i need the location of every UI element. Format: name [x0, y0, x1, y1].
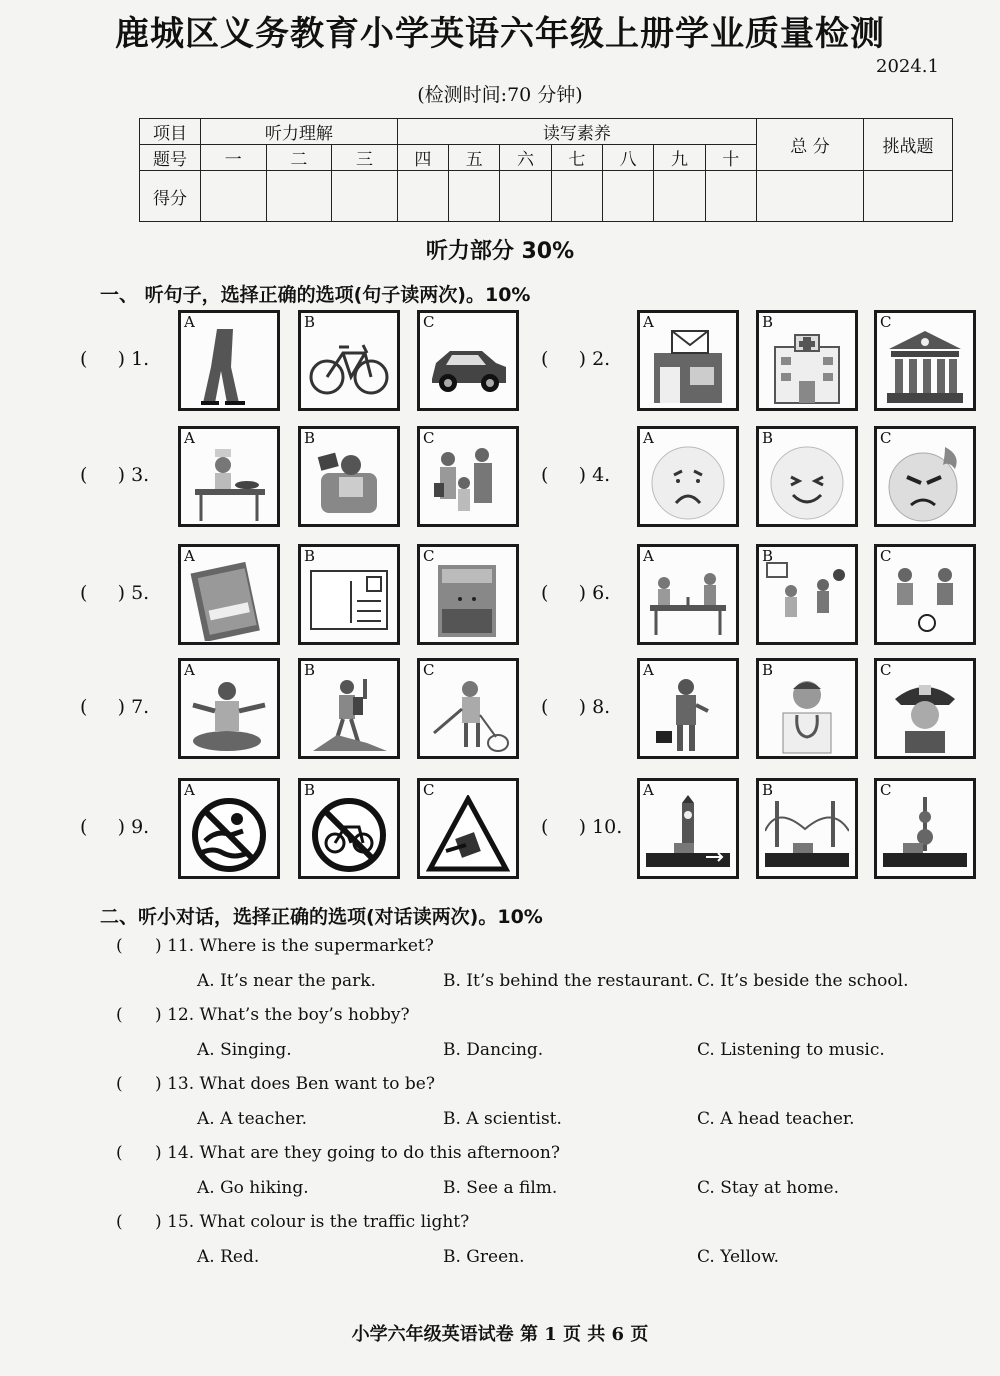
question-number: ( ) 7. [80, 696, 150, 718]
picture-option[interactable] [298, 658, 400, 759]
option-letter: B [304, 781, 316, 799]
picture-option[interactable] [298, 310, 400, 411]
reading-in-chair-icon [307, 443, 391, 523]
number-cell: 五 [449, 145, 500, 171]
score-cell[interactable] [602, 171, 653, 222]
tv-tower-icon [883, 795, 967, 875]
hiking-icon [307, 675, 391, 755]
picture-option[interactable] [417, 310, 519, 411]
dictionary-icon [426, 561, 510, 641]
english-book-icon [187, 561, 271, 641]
picture-option[interactable] [637, 658, 739, 759]
question-number: ( ) 3. [80, 464, 150, 486]
football-icon [883, 561, 967, 641]
number-cell: 七 [551, 145, 602, 171]
question-number: ( ) 6. [541, 582, 611, 604]
picture-option[interactable] [874, 778, 976, 879]
exam-date: 2024.1 [876, 56, 939, 77]
page-footer: 小学六年级英语试卷 第 1 页 共 6 页 [351, 1324, 649, 1345]
number-cell: 八 [602, 145, 653, 171]
option-letter: A [184, 547, 195, 565]
option-letter: C [880, 313, 892, 331]
picture-option[interactable] [637, 310, 739, 411]
option-letter: A [643, 781, 654, 799]
picture-option[interactable] [178, 658, 280, 759]
option-letter: B [304, 313, 316, 331]
dialog-option-b[interactable]: B. Dancing. [443, 1040, 544, 1060]
dialog-option-c[interactable]: C. Stay at home. [697, 1178, 839, 1198]
cook-icon [187, 443, 271, 523]
option-letter: A [184, 781, 195, 799]
question-number: ( ) 4. [541, 464, 611, 486]
picture-option[interactable] [417, 658, 519, 759]
ping-pong-icon [646, 561, 730, 641]
number-cell: 三 [332, 145, 398, 171]
score-cell[interactable] [705, 171, 756, 222]
picture-option[interactable] [417, 426, 519, 527]
number-cell: 一 [201, 145, 267, 171]
family-shopping-icon [426, 443, 510, 523]
option-letter: C [880, 547, 892, 565]
number-cell: 九 [654, 145, 705, 171]
dialog-option-c[interactable]: C. It’s beside the school. [697, 971, 909, 991]
number-cell: 十 [705, 145, 756, 171]
option-letter: B [304, 429, 316, 447]
fishing-net-icon [426, 675, 510, 755]
option-letter: C [880, 661, 892, 679]
dialog-option-b[interactable]: B. It’s behind the restaurant. [443, 971, 694, 991]
option-letter: B [762, 429, 774, 447]
question-number: ( ) 1. [80, 348, 150, 370]
score-cell[interactable] [757, 171, 864, 222]
clock-tower-icon [646, 795, 730, 875]
part1-heading: 一、 听句子，选择正确的选项(句子读两次)。10% [100, 284, 531, 306]
dialog-question-prompt: ( ) 14. What are they going to do this afternoon? [116, 1143, 560, 1163]
car-icon [426, 327, 510, 407]
challenge-header: 挑战题 [864, 119, 953, 171]
option-letter: C [423, 781, 435, 799]
question-number: ( ) 10. [541, 816, 623, 838]
dialog-option-a[interactable]: A. Go hiking. [197, 1178, 309, 1198]
no-bicycles-icon [307, 795, 391, 875]
option-letter: B [304, 547, 316, 565]
group-listening: 听力理解 [201, 119, 398, 145]
postcard-icon [307, 561, 391, 641]
score-cell[interactable] [266, 171, 332, 222]
picture-option[interactable] [178, 778, 280, 879]
option-letter: A [643, 661, 654, 679]
dialog-option-a[interactable]: A. A teacher. [197, 1109, 307, 1129]
dialog-option-a[interactable]: A. Singing. [197, 1040, 292, 1060]
number-cell: 四 [397, 145, 448, 171]
museum-icon [883, 327, 967, 407]
option-letter: C [423, 661, 435, 679]
tai-chi-icon [187, 675, 271, 755]
picture-option[interactable] [298, 778, 400, 879]
question-number: ( ) 8. [541, 696, 611, 718]
dialog-option-a[interactable]: A. It’s near the park. [197, 971, 376, 991]
option-letter: C [423, 547, 435, 565]
option-letter: B [304, 661, 316, 679]
score-cell[interactable] [332, 171, 398, 222]
number-cell: 六 [500, 145, 551, 171]
dialog-question-prompt: ( ) 12. What’s the boy’s hobby? [116, 1005, 410, 1025]
group-reading: 读写素养 [397, 119, 756, 145]
dialog-option-c[interactable]: C. Yellow. [697, 1247, 780, 1267]
happy-face-icon [765, 443, 849, 523]
dialog-option-c[interactable]: C. Listening to music. [697, 1040, 885, 1060]
picture-option[interactable] [637, 778, 739, 879]
option-letter: C [423, 313, 435, 331]
picture-option[interactable] [756, 310, 858, 411]
part2-heading: 二、听小对话，选择正确的选项(对话读两次)。10% [100, 906, 543, 928]
option-letter: A [184, 429, 195, 447]
picture-option[interactable] [178, 426, 280, 527]
question-number: ( ) 5. [80, 582, 150, 604]
post-office-icon [646, 327, 730, 407]
score-cell[interactable] [449, 171, 500, 222]
bicycle-icon [307, 327, 391, 407]
businessman-icon [646, 675, 730, 755]
option-letter: B [762, 547, 774, 565]
question-number: ( ) 2. [541, 348, 611, 370]
option-letter: A [184, 661, 195, 679]
score-cell[interactable] [500, 171, 551, 222]
option-letter: C [880, 429, 892, 447]
picture-option[interactable] [178, 544, 280, 645]
score-cell[interactable] [551, 171, 602, 222]
picture-option[interactable] [178, 310, 280, 411]
dialog-question-prompt: ( ) 15. What colour is the traffic light? [116, 1212, 470, 1232]
picture-option[interactable] [637, 426, 739, 527]
basketball-icon [765, 561, 849, 641]
picture-option[interactable] [298, 544, 400, 645]
page-title: 鹿城区义务教育小学英语六年级上册学业质量检测 [115, 14, 885, 54]
option-letter: A [643, 313, 654, 331]
no-swimming-icon [187, 795, 271, 875]
picture-option[interactable] [874, 544, 976, 645]
picture-option[interactable] [417, 544, 519, 645]
dialog-question-prompt: ( ) 11. Where is the supermarket? [116, 936, 434, 956]
warning-sign-icon [426, 795, 510, 875]
dialog-question-prompt: ( ) 13. What does Ben want to be? [116, 1074, 435, 1094]
dialog-option-a[interactable]: A. Red. [197, 1247, 260, 1267]
exam-duration: (检测时间:70 分钟) [417, 84, 583, 106]
question-number: ( ) 9. [80, 816, 150, 838]
score-table [139, 118, 953, 222]
row-label-number: 题号 [140, 145, 201, 171]
dialog-option-b[interactable]: B. Green. [443, 1247, 525, 1267]
score-cell[interactable] [397, 171, 448, 222]
police-officer-icon [883, 675, 967, 755]
listening-section-header: 听力部分 30% [425, 239, 575, 264]
picture-option[interactable] [874, 310, 976, 411]
picture-option[interactable] [756, 426, 858, 527]
score-cell[interactable] [654, 171, 705, 222]
total-header: 总 分 [757, 119, 864, 171]
score-cell[interactable] [201, 171, 267, 222]
dialog-option-b[interactable]: B. See a film. [443, 1178, 558, 1198]
picture-option[interactable] [756, 544, 858, 645]
picture-option[interactable] [756, 778, 858, 879]
option-letter: A [643, 429, 654, 447]
picture-option[interactable] [874, 426, 976, 527]
dialog-option-b[interactable]: B. A scientist. [443, 1109, 562, 1129]
option-letter: A [184, 313, 195, 331]
option-letter: C [423, 429, 435, 447]
sad-face-icon [646, 443, 730, 523]
walking-legs-icon [187, 327, 271, 407]
picture-option[interactable] [298, 426, 400, 527]
picture-option[interactable] [756, 658, 858, 759]
doctor-icon [765, 675, 849, 755]
row-label-score: 得分 [140, 171, 201, 222]
option-letter: B [762, 661, 774, 679]
option-letter: A [643, 547, 654, 565]
angry-face-icon [883, 443, 967, 523]
option-letter: B [762, 781, 774, 799]
option-letter: C [880, 781, 892, 799]
picture-option[interactable] [874, 658, 976, 759]
option-letter: B [762, 313, 774, 331]
row-label-item: 项目 [140, 119, 201, 145]
picture-option[interactable] [417, 778, 519, 879]
dialog-option-c[interactable]: C. A head teacher. [697, 1109, 855, 1129]
number-cell: 二 [266, 145, 332, 171]
picture-option[interactable] [637, 544, 739, 645]
score-cell[interactable] [864, 171, 953, 222]
hospital-icon [765, 327, 849, 407]
bridge-icon [765, 795, 849, 875]
